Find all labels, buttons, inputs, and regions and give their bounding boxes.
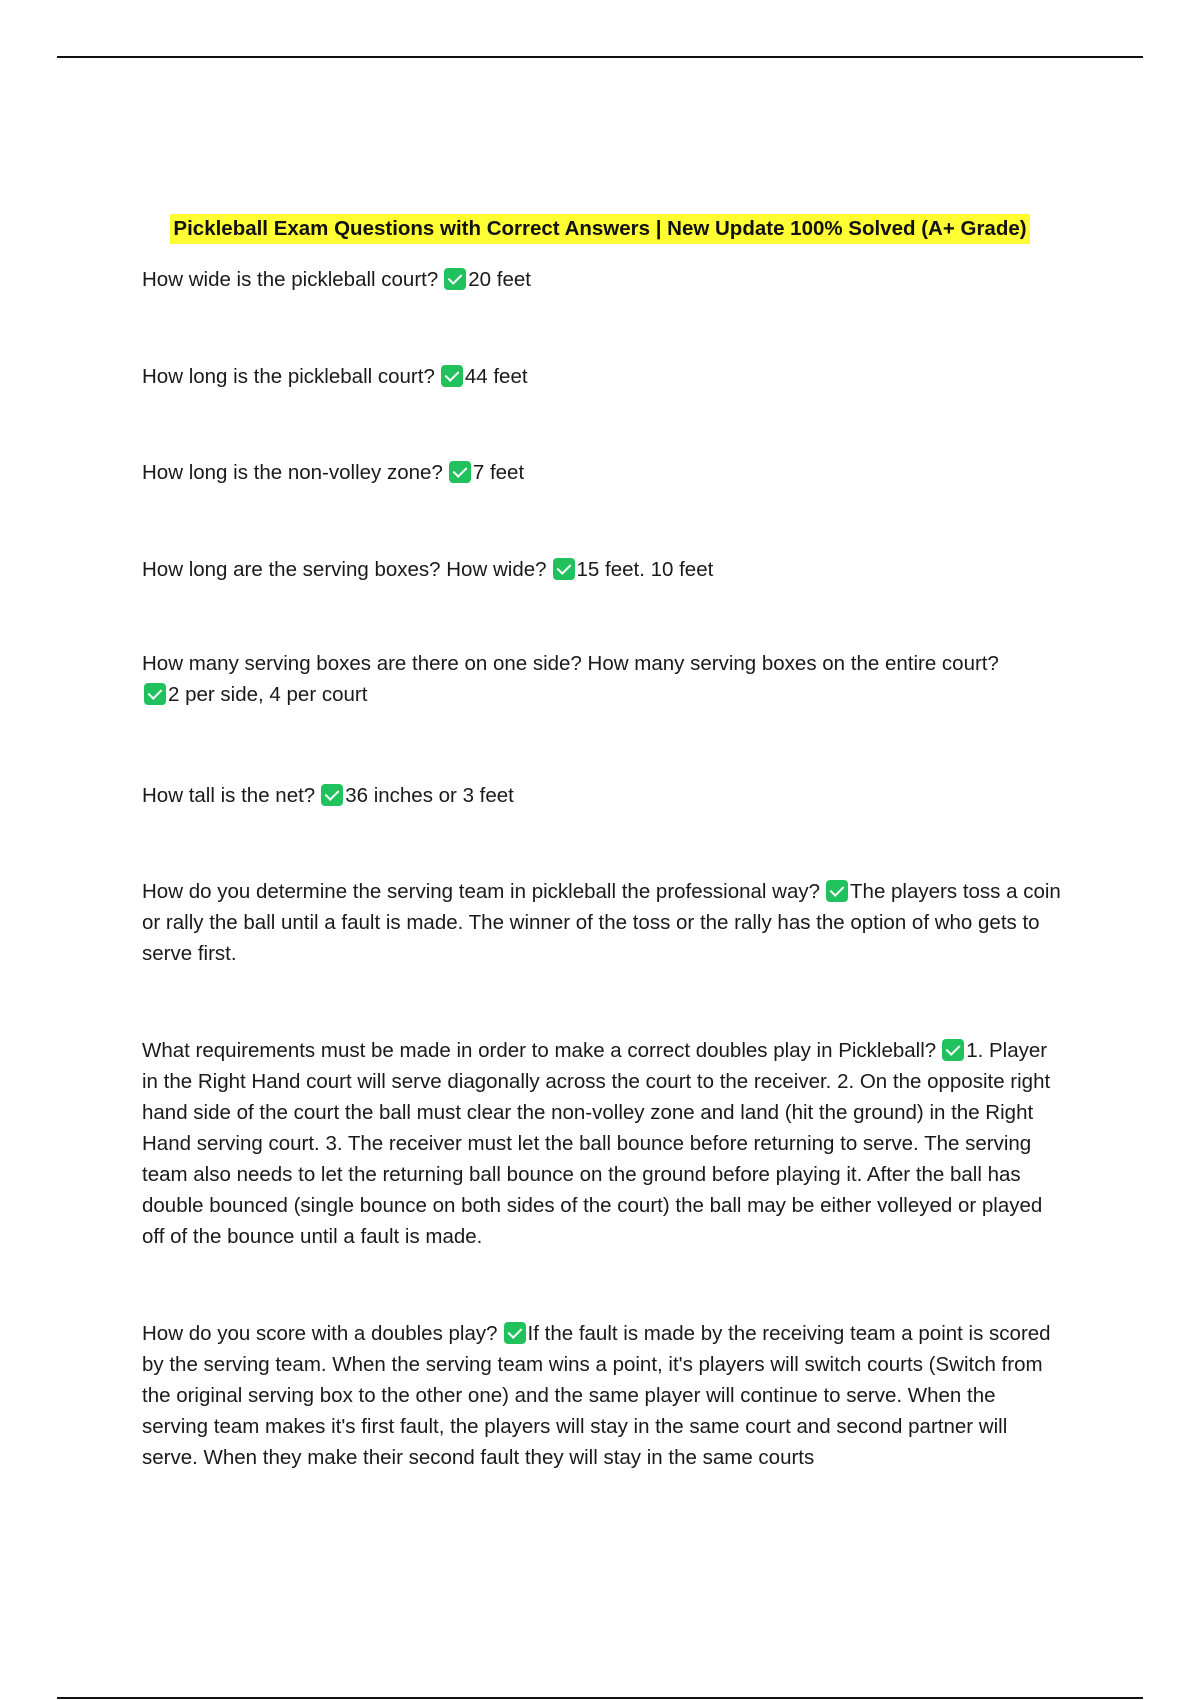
answer-text: The players toss a coin or rally the ball until a fault is made. The winner of the toss or the rally has the option of who gets to serve first. (142, 880, 1061, 965)
qa-item (142, 780, 1062, 811)
qa-item (142, 876, 1062, 969)
check-mark-icon (553, 558, 575, 580)
answer-text: 20 feet (468, 268, 531, 291)
question-text: How do you score with a doubles play? (142, 1322, 498, 1345)
check-mark-icon (444, 268, 466, 290)
qa-item (142, 1035, 1062, 1252)
answer-text: 44 feet (464, 365, 528, 388)
answer-text: 36 inches or 3 feet (345, 784, 514, 807)
question-text: How many serving boxes are there on one side? How many serving boxes on the entire court? (142, 652, 999, 675)
qa-item (142, 264, 1062, 295)
question-text: How long is the non-volley zone? (142, 461, 443, 484)
answer-text: 2 per side, 4 per court (168, 683, 368, 706)
question-text: How long is the pickleball court? (142, 365, 435, 388)
check-mark-icon (504, 1322, 526, 1344)
qa-item (142, 1318, 1062, 1473)
check-mark-icon (144, 683, 166, 705)
top-rule (57, 56, 1143, 58)
check-mark-icon (449, 461, 471, 483)
question-text: How wide is the pickleball court? (142, 268, 439, 291)
answer-text: 1. Player in the Right Hand court will serve diagonally across the court to the receiver. 2. On the opposite right hand side of the court the ball must clear the non-volley zone and land (hit the ground) in the Right Hand serving court. 3. The receiver must let the ball bounce before returning to serve. The serving team also needs to let the returning ball bounce on the ground before playing it. After the ball has double bounced (single bounce on both sides of the court) the ball may be either volleyed or played off of the bounce until a fault is made. (142, 1039, 1051, 1248)
check-mark-icon (826, 880, 848, 902)
check-mark-icon (942, 1039, 964, 1061)
answer-text: 7 feet (472, 461, 525, 484)
question-text: How tall is the net? (142, 784, 316, 807)
qa-item (142, 648, 1062, 710)
question-text: How do you determine the serving team in pickleball the professional way? (142, 880, 821, 903)
document-title: Pickleball Exam Questions with Correct Answers | New Update 100% Solved (A+ Grade) (170, 214, 1029, 244)
question-text: How long are the serving boxes? How wide? (142, 558, 547, 581)
answer-text: 15 feet. 10 feet (576, 558, 714, 581)
title-container (0, 214, 1200, 244)
qa-item (142, 554, 1062, 585)
answer-text: If the fault is made by the receiving team a point is scored by the serving team. When the serving team wins a point, it's players will switch courts (Switch from the original serving box to the other one) and the same player will continue to serve. When the serving team makes it's first fault, the players will stay in the same court and second partner will serve. When they make their second fault they will stay in the same courts (142, 1322, 1051, 1469)
check-mark-icon (441, 365, 463, 387)
question-text: What requirements must be made in order to make a correct doubles play in Pickleball? (142, 1039, 937, 1062)
qa-item (142, 361, 1062, 392)
bottom-rule (57, 1697, 1143, 1699)
qa-item (142, 457, 1062, 488)
check-mark-icon (321, 784, 343, 806)
